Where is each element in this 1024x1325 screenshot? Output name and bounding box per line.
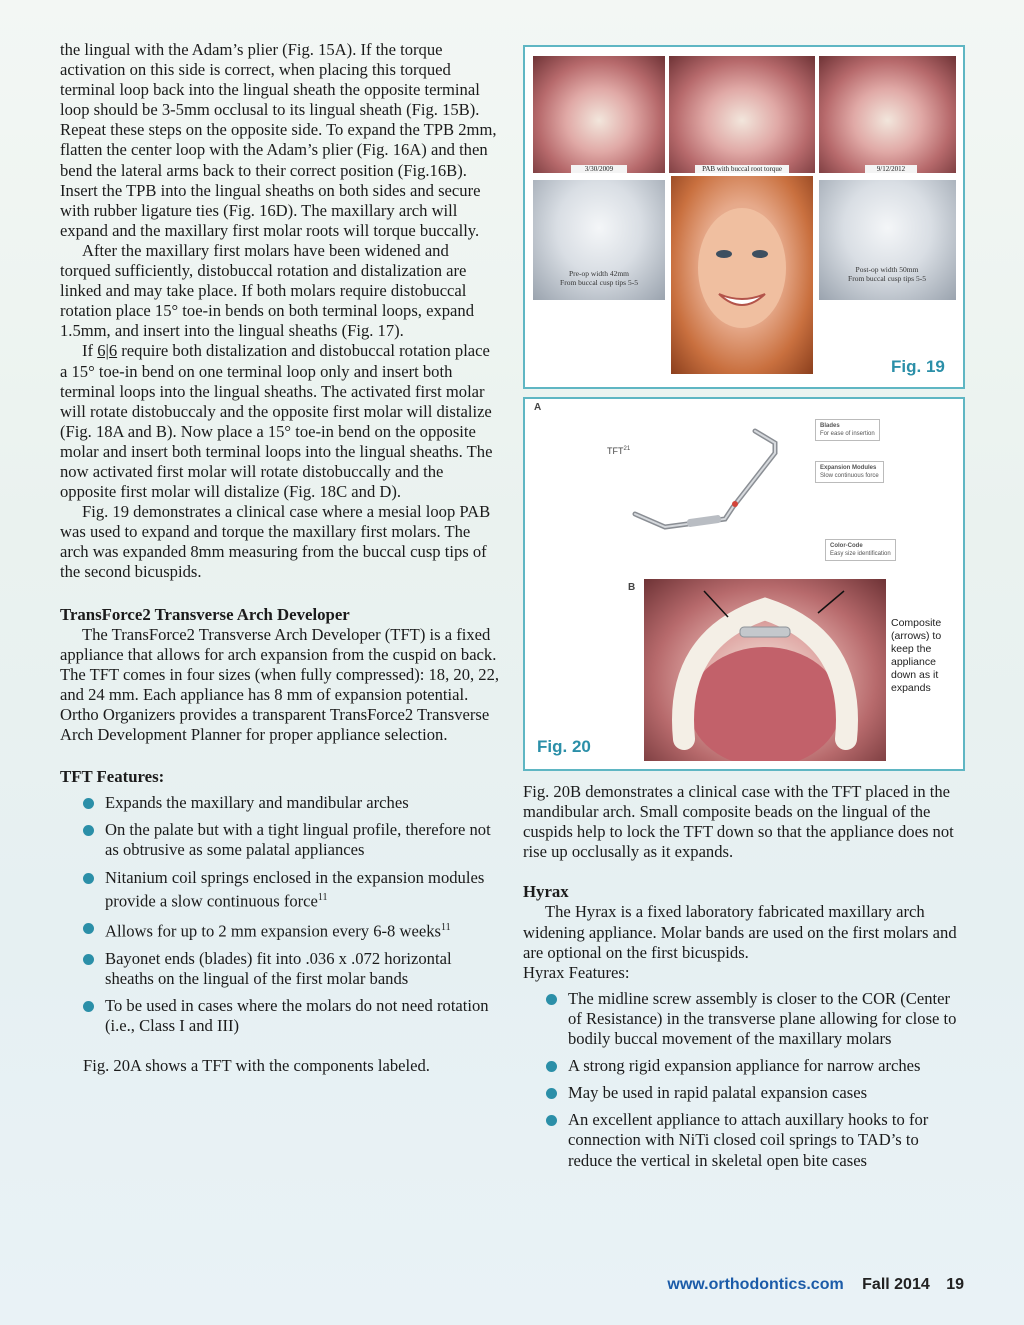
hyrax-heading: Hyrax (523, 882, 569, 902)
list-item: A strong rigid expansion appliance for narrow arches (523, 1056, 963, 1076)
footnote-ref: 11 (440, 922, 451, 934)
list-item: An excellent appliance to attach auxillary hooks to for connection with NiTi closed coil springs to TAD’s to reduce the vertical in skeletal open bite cases (523, 1110, 963, 1170)
figure-20 (523, 397, 965, 771)
tft-features-heading: TFT Features: (60, 767, 165, 787)
list-item: Allows for up to 2 mm expansion every 6-8 weeks$^{11}$ (60, 918, 500, 942)
tft-features-list (60, 793, 500, 1036)
face-illustration (671, 176, 813, 374)
list-item: To be used in cases where the molars do not need rotation (i.e., Class I and III) (60, 996, 500, 1036)
bullet-icon (83, 954, 94, 965)
paragraph-molars: If 6|6 require both distalization and distobuccal rotation place a 15° toe-in bend on one terminal loop only and insert both terminal loops into the lingual sheaths. The activated first molar will rotate distobuccaly and the opposite first molar will distalize (Fig. 18A and B). Now place a 15° toe-in bend on the opposite molar and insert both terminal loops into the lingual sheaths. The now activated first molar will rotate distobuccally and the opposite first molar will distalize (Fig. 18C and D). (60, 341, 493, 502)
label-color-code: Color-Code Easy size identification (825, 539, 896, 561)
bullet-icon (83, 1001, 94, 1012)
cast-caption-post: Post-op width 50mm From buccal cusp tips 5-5 (848, 265, 926, 283)
label-blades: Blades For ease of insertion (815, 419, 880, 441)
paragraph-tft: The TransForce2 Transverse Arch Developer (TFT) is a fixed appliance that allows for arch expansion from the cuspid on back. The TFT comes in four sizes (when fully compressed): 18, 20, 22, and 24 mm. Each appliance has 8 mm of expansion potential. Ortho Organizers provides a transparent TransForce2 Transverse Arch Development Planner for proper appliance selection. (60, 624, 500, 745)
tft-name-label: TFT$^{21}$ (607, 446, 631, 456)
photo-pre-op-mouth (533, 56, 665, 173)
list-item: The midline screw assembly is closer to the COR (Center of Resistance) in the transverse plane allowing for close to bodily buccal movement of the maxillary molars (523, 989, 963, 1049)
hyrax-features-list (523, 989, 963, 1171)
hyrax-features-label: Hyrax Features: (523, 962, 630, 982)
tooth-notation: 6|6 (97, 341, 118, 361)
tft-heading: TransForce2 Transverse Arch Developer (60, 604, 350, 624)
figure-19-label: Fig. 19 (891, 357, 945, 376)
bullet-icon (83, 798, 94, 809)
website-link[interactable]: www.orthodontics.com (667, 1276, 844, 1293)
left-column (60, 40, 500, 1076)
photo-patient-face (671, 176, 813, 374)
cast-caption-pre: Pre-op width 42mm From buccal cusp tips 5-5 (560, 269, 638, 287)
bullet-icon (83, 825, 94, 836)
list-item: On the palate but with a tight lingual profile, therefore not as obtrusive as some palatal appliances (60, 820, 500, 860)
bullet-icon (83, 873, 94, 884)
list-item: May be used in rapid palatal expansion cases (523, 1083, 963, 1103)
bullet-icon (546, 1088, 557, 1099)
paragraph-fig19: Fig. 19 demonstrates a clinical case where a mesial loop PAB was used to expand and torque the maxillary first molars. The arch was expanded 8mm measuring from the buccal cusp tips of the second bicuspids. (60, 502, 491, 582)
tft-appliance-drawing (625, 419, 825, 559)
bullet-icon (546, 1061, 557, 1072)
panel-a-letter: A (534, 402, 542, 413)
figure-19 (523, 45, 965, 389)
page-number: 19 (946, 1276, 964, 1293)
footnote-ref: 11 (317, 891, 328, 903)
right-column (523, 782, 963, 1178)
bullet-icon (546, 1115, 557, 1126)
annotation-composite: Composite (arrows) to keep the appliance down as it expands (891, 617, 942, 694)
label-expansion-modules: Expansion Modules Slow continuous force (815, 461, 884, 483)
photo-appliance-mouth (669, 56, 815, 173)
paragraph-hyrax: The Hyrax is a fixed laboratory fabricated maxillary arch widening appliance. Molar bands are used on the first molars and are optional on the first bicuspids. (523, 902, 957, 962)
list-item: Bayonet ends (blades) fit into .036 x .072 horizontal sheaths on the lingual of the first molar bands (60, 949, 500, 989)
caption-date-post: 9/12/2012 (865, 165, 917, 173)
paragraph-fig20b: Fig. 20B demonstrates a clinical case with the TFT placed in the mandibular arch. Small composite beads on the lingual of the cuspids help to lock the TFT down so that the appliance does not rise up occlusally as it expands. (523, 782, 954, 862)
list-item: Nitanium coil springs enclosed in the expansion modules provide a slow continuous force$^{11}$ (60, 868, 500, 912)
issue-label: Fall 2014 (862, 1276, 930, 1293)
bullet-icon (546, 994, 557, 1005)
page-footer (667, 1276, 964, 1294)
paragraph-torque: the lingual with the Adam’s plier (Fig. 15A). If the torque activation on this side is correct, when placing this torqued terminal loop back into the lingual sheath the opposite terminal loop should be 3-5mm occlusal to its lingual sheath (Fig. 15B). Repeat these steps on the opposite side. To expand the TPB 2mm, flatten the center loop with the Adam’s plier (Fig. 16A) and then bend the lateral arms back to their correct position (Fig.16B). Insert the TPB into the lingual sheaths on both sides and secure with rubber ligature ties (Fig. 16D). The maxillary arch will expand and the maxillary first molar roots will torque buccally. (60, 40, 497, 240)
list-item: Expands the maxillary and mandibular arches (60, 793, 500, 813)
photo-mandibular-arch (644, 579, 886, 761)
paragraph-distalization: After the maxillary first molars have been widened and torqued sufficiently, distobuccal rotation and distalization are linked and may take place. If both molars require distobuccal rotation place 15° toe-in bends on both terminal loops, expand 1.5mm, and insert into the lingual sheaths (Fig. 17). (60, 240, 475, 341)
mandibular-arch-illustration (644, 579, 886, 761)
caption-date-pre: 3/30/2009 (571, 165, 627, 173)
photo-post-op-mouth (819, 56, 956, 173)
bullet-icon (83, 923, 94, 934)
panel-b-letter: B (628, 582, 636, 593)
caption-appliance: PAB with buccal root torque (695, 165, 789, 173)
paragraph-fig20a: Fig. 20A shows a TFT with the components labeled. (83, 1056, 430, 1076)
figure-20-label: Fig. 20 (537, 737, 591, 756)
